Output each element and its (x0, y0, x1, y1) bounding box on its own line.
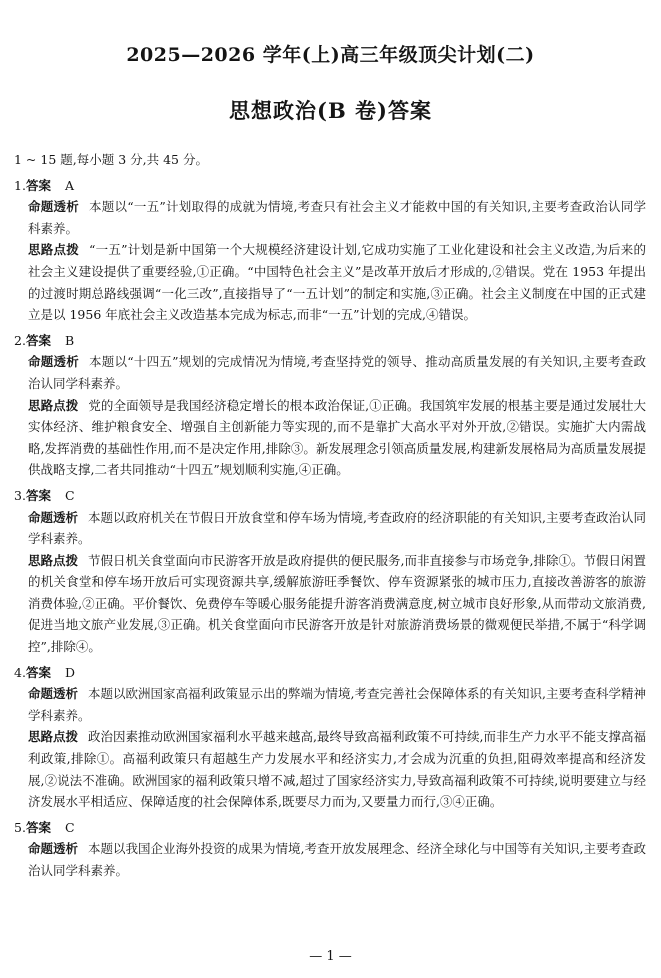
hint-paragraph (14, 550, 646, 658)
answer-value: D (64, 664, 75, 680)
question-number: 5. (14, 819, 26, 835)
question-block-5 (14, 817, 646, 882)
document-title: 2025—2026 学年(上)高三年级顶尖计划(二) (126, 44, 535, 66)
analysis-label: 命题透析 (28, 199, 80, 215)
hint-text: 党的全面领导是我国经济稳定增长的根本政治保证,①正确。我国筑牢发展的根基主要是通过发展壮大实体经济、维护粮食安全、增强自主创新能力等实现的,而不是靠扩大高水平对外开放,②错误。实施扩大内需战略,发挥消费的基础性作用,而不是决定作用,排除③。新发展理念引领高质量发展,构建新发展格局为高质量发展提供战略支撑,二者共同推动“十四五”规划顺利实施,④正确。 (28, 397, 646, 478)
analysis-label: 命题透析 (28, 509, 79, 525)
analysis-paragraph (14, 196, 646, 239)
analysis-paragraph (14, 838, 646, 881)
hint-paragraph (14, 726, 646, 812)
answer-value: B (64, 332, 75, 348)
analysis-text: 本题以“一五”计划取得的成就为情境,考查只有社会主义才能救中国的有关知识,主要考查政治认同学科素养。 (28, 199, 646, 236)
analysis-label: 命题透析 (28, 354, 80, 370)
hint-text: 政治因素推动欧洲国家福利水平越来越高,最终导致高福利政策不可持续,而非生产力水平不能支撑高福利政策,排除①。高福利政策只有超越生产力发展水平和经济实力,才会成为沉重的负担,阻碍效率提高和经济发展,②说法不准确。欧洲国家的福利政策只增不减,超过了国家经济实力,导致高福利政策不可持续,说明要建立与经济发展水平相适应、保障适度的社会保障体系,既要尽力而为,又要量力而行,③④正确。 (28, 729, 646, 810)
question-block-4 (14, 662, 646, 813)
analysis-label: 命题透析 (28, 841, 79, 857)
question-header (14, 485, 646, 507)
answer-label: 答案 (25, 177, 51, 193)
scoring-intro: 1 ~ 15 题,每小题 3 分,共 45 分。 (14, 152, 208, 167)
analysis-label: 命题透析 (28, 686, 79, 702)
analysis-paragraph (14, 507, 646, 550)
answer-content (14, 149, 646, 882)
answer-label: 答案 (25, 664, 51, 680)
hint-paragraph (14, 239, 646, 325)
hint-paragraph (14, 395, 646, 481)
hint-text: “一五”计划是新中国第一个大规模经济建设计划,它成功实施了工业化建设和社会主义改造,为后来的社会主义建设提供了重要经验,①正确。“中国特色社会主义”是改革开放后才形成的,②错误。党在 1953 年提出的过渡时期总路线强调“一化三改”,直接指导了“一五计划”的制定和实施,③正确。社会主义制度在中国的正式建立是以 1956 年底社会主义改造基本完成为标志,而非“一五”计划的完成,④错误。 (28, 242, 646, 323)
question-number: 1. (14, 177, 26, 193)
answer-label: 答案 (25, 487, 51, 503)
hint-label: 思路点拨 (28, 729, 79, 745)
answer-label: 答案 (25, 332, 51, 348)
hint-label: 思路点拨 (28, 397, 79, 413)
answer-value: C (64, 819, 75, 835)
question-number: 2. (14, 332, 26, 348)
question-number: 3. (14, 487, 26, 503)
analysis-text: 本题以政府机关在节假日开放食堂和停车场为情境,考查政府的经济职能的有关知识,主要考查政治认同学科素养。 (28, 509, 646, 547)
analysis-text: 本题以我国企业海外投资的成果为情境,考查开放发展理念、经济全球化与中国等有关知识,主要考查政治认同学科素养。 (28, 841, 646, 878)
question-block-2 (14, 330, 646, 481)
question-header (14, 175, 646, 197)
analysis-paragraph (14, 351, 646, 394)
question-number: 4. (14, 664, 26, 680)
question-header (14, 817, 646, 839)
document-subtitle: 思想政治(B 卷)答案 (229, 98, 432, 123)
answer-value: C (64, 487, 75, 503)
hint-text: 节假日机关食堂面向市民游客开放是政府提供的便民服务,而非直接参与市场竞争,排除①。节假日闲置的机关食堂和停车场开放后可实现资源共享,缓解旅游旺季餐饮、停车资源紧张的城市压力,直接改善游客的旅游消费体验,②正确。平价餐饮、免费停车等暖心服务能提升游客消费满意度,树立城市良好形象,从而带动文旅消费,促进当地文旅产业发展,③正确。机关食堂面向市民游客开放是针对旅游消费场景的微观便民举措,不属于“科学调控”,排除④。 (28, 552, 646, 655)
hint-label: 思路点拨 (28, 242, 80, 258)
answer-value: A (64, 177, 74, 193)
page-number: — 1 — (309, 949, 352, 964)
question-block-3 (14, 485, 646, 658)
answer-label: 答案 (25, 819, 51, 835)
analysis-text: 本题以欧洲国家高福利政策显示出的弊端为情境,考查完善社会保障体系的有关知识,主要考查科学精神学科素养。 (28, 686, 646, 723)
analysis-paragraph (14, 683, 646, 726)
question-header (14, 330, 646, 352)
question-block-1 (14, 175, 646, 326)
question-header (14, 662, 646, 684)
hint-label: 思路点拨 (28, 552, 79, 568)
analysis-text: 本题以“十四五”规划的完成情况为情境,考查坚持党的领导、推动高质量发展的有关知识,主要考查政治认同学科素养。 (28, 354, 646, 391)
